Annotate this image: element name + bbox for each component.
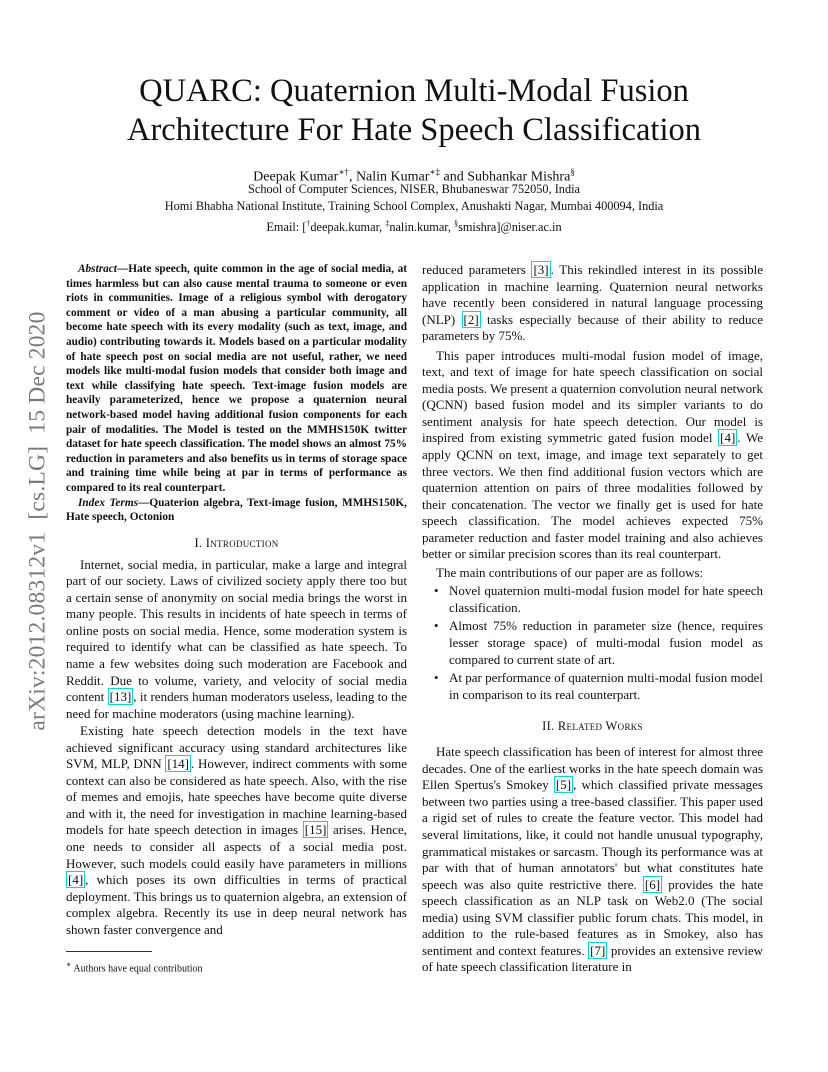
- arxiv-stamp: [20, 284, 56, 759]
- paragraph-text: Internet, social media, in particular, make a large and integral part of our society. Laws of civilized society apply there too but a certain sense of anonymity on social media brings the worst in many people. This results in incidents of hate speech in terms of online posts on social media. Hence, some moderation system is required to identify what can be classified as hate speech. To name a few websites doing such moderation are Facebook and Reddit. Due to volume, variety, and velocity of social media content: [66, 556, 407, 705]
- paragraph-text: Hate speech classification has been of interest for almost three decades. One of the earliest works in the hate speech domain was Ellen Spertus's Smokey: [422, 744, 763, 793]
- related-paragraph-1: [422, 744, 763, 976]
- paragraph-text: , it renders human moderators useless, leading to the need for machine moderators (using machine learning).: [66, 689, 408, 721]
- email-prefix: Email: [: [266, 220, 307, 235]
- citation-link[interactable]: [13]: [109, 689, 132, 705]
- paragraph-text: reduced parameters: [422, 262, 532, 277]
- list-item: [422, 670, 763, 703]
- intro-paragraph-3: [422, 348, 763, 563]
- section-heading-related-works: [422, 719, 763, 734]
- citation-link[interactable]: [2]: [463, 311, 479, 327]
- citation-link[interactable]: [7]: [590, 942, 606, 958]
- paragraph-text: Existing hate speech detection models in the text have achieved significant accuracy using standard architectures like SVM, MLP, DNN: [66, 723, 407, 772]
- author-3: Subhankar Mishra: [467, 169, 571, 185]
- citation-link[interactable]: [5]: [555, 777, 572, 793]
- section-heading-introduction: [66, 536, 407, 551]
- intro-paragraph-continued: [422, 262, 763, 345]
- citation-link[interactable]: [6]: [644, 876, 661, 892]
- citation-link[interactable]: [4]: [68, 872, 84, 888]
- author-2: Nalin Kumar: [355, 169, 430, 185]
- paragraph-text: tasks especially because of their ability to reduce parameters by 75%.: [422, 311, 764, 344]
- index-terms-text: —Quaterion algebra, Text-image fusion, MMHS150K, Hate speech, Octonion: [66, 496, 407, 524]
- arxiv-identifier: arXiv:2012.08312v1 [cs.LG] 15 Dec 2020: [24, 311, 51, 731]
- email-3: smishra]@niser.ac.in: [458, 220, 562, 235]
- list-item: [422, 583, 763, 616]
- title-line-2: Architecture For Hate Speech Classification: [127, 112, 701, 148]
- intro-paragraph-2: [66, 723, 407, 938]
- footnote-mark: ∗: [66, 960, 72, 969]
- email-mark-1: †: [306, 219, 311, 228]
- list-item-text: Novel quaternion multi-modal fusion model for hate speech classification.: [449, 583, 763, 615]
- email-mark-3: §: [454, 219, 459, 228]
- title-line-1: QUARC: Quaternion Multi-Modal Fusion: [139, 73, 689, 109]
- index-terms-label: Index Terms: [78, 496, 139, 509]
- right-column: [422, 262, 763, 977]
- citation-link[interactable]: [14]: [167, 756, 189, 772]
- section-title: Introduction: [205, 535, 279, 550]
- footnote: [66, 960, 203, 974]
- abstract-label: Abstract: [78, 263, 117, 275]
- list-item-text: Almost 75% reduction in parameter size (hence, requires lesser storage space) of multi-modal fusion model as compared to current state of art.: [449, 618, 763, 667]
- paper-title: [60, 72, 768, 150]
- section-title: Related Works: [557, 719, 643, 734]
- abstract-text: —Hate speech, quite common in the age of social media, at times harmless but can also cause mental trauma to someone or even riots in communities. Image of a religious symbol with derogatory comment or video of a man abusing a particular community, all become hate speech with its every modality (such as text, image, and audio) contributing towards it. Models based on a particular modality of hate speech post on social media are not useful, rather, we need models like multi-modal fusion models that consider both image and text while classifying hate speech. Text-image fusion models are heavily parameterized, hence we propose a quaternion neural network-based model having additional fusion components for each pair of modalities. The Model is tested on the MMHS150K twitter dataset for hate speech classification. The model shows an almost 75% reduction in parameters and also benefits us in terms of storage space and training time while being at par in terms of performance as compared to its real counterpart.: [66, 263, 407, 494]
- paragraph-text: , which classified private messages between two parties using a tree-based classifier. This paper used a rigid set of rules to create the feature vector. This model had several limitations, like, it could not handle unusual typography, grammatical mistakes or sarcasm. Though its performance was at par with that of human annotators' but what constitutes hate speech was also quite restrictive there.: [422, 777, 763, 892]
- bullet-icon: •: [434, 583, 439, 599]
- intro-paragraph-1: [66, 557, 407, 722]
- author-1-marks: ∗†: [338, 167, 349, 177]
- paragraph-text: . However, indirect comments with some context can also be considered as hate speech. Also, with the rise of memes and emojis, hate speeches have become quite diverse and with it, the need for investigation in machine learning-based models for hate speech detection in images: [66, 756, 407, 838]
- paragraph-text: . This rekindled interest in its possible application in machine learning. Quaternion neural networks have recently been considered in natural language processing (NLP): [422, 262, 763, 327]
- footnote-text: Authors have equal contribution: [71, 963, 203, 975]
- citation-link[interactable]: [3]: [533, 262, 549, 277]
- section-number: II.: [542, 719, 558, 734]
- affiliation-2: Homi Bhabha National Institute, Training School Complex, Anushakti Nagar, Mumbai 400094, India: [164, 199, 664, 213]
- left-column: [66, 262, 407, 939]
- index-terms: [66, 496, 407, 525]
- paragraph-text: arises. Hence, one needs to consider all aspects of a social media post. However, such models could easily have parameters in millions: [66, 822, 407, 871]
- paragraph-text: . We apply QCNN on text, image, and image text separately to get three vectors. We then find additional fusion vectors which are quaternion attention on pairs of three modalities followed by their concatenation. The vector we finally get is used for hate speech classification. The model achieves expected 75% parameter reduction and faster model training and also achieves better or similar precision scores than its real counterpart.: [422, 430, 763, 562]
- section-number: I.: [194, 535, 206, 550]
- email-2: nalin.kumar,: [389, 220, 455, 235]
- paragraph-text: This paper introduces multi-modal fusion model of image, text, and text of image for hate speech classification on social media posts. We present a quaternion convolution neural network (QCNN) based fusion model and its simpler variants to do sentiment analysis for hate speech detection. Our model is inspired from existing symmetric gated fusion model: [422, 347, 763, 446]
- author-separator: and: [440, 169, 468, 185]
- paragraph-text: provides an extensive review of hate speech classification literature in: [422, 942, 763, 975]
- email-mark-2: ‡: [385, 219, 390, 228]
- list-item-text: At par performance of quaternion multi-modal fusion model in comparison to its real counterpart.: [449, 670, 763, 702]
- citation-link[interactable]: [4]: [720, 430, 736, 446]
- bullet-icon: •: [434, 618, 439, 634]
- author-separator: ,: [348, 169, 356, 185]
- affiliation-1: School of Computer Sciences, NISER, Bhubaneswar 752050, India: [248, 182, 580, 196]
- paragraph-text: provides the hate speech classification as an NLP task on Web2.0 (The social media) using SVM classifier public forum chats. This model, in addition to the rule-based features as in Smokey, also has sentiment and context features.: [422, 876, 763, 958]
- author-1: Deepak Kumar: [253, 169, 339, 185]
- citation-link[interactable]: [15]: [304, 822, 327, 838]
- author-2-marks: ∗‡: [429, 167, 441, 177]
- list-item: [422, 618, 763, 668]
- paragraph-text: , which poses its own difficulties in terms of practical deployment. This brings us to quaternion algebra, an extension of complex algebra. Recently its use in deep neural network has shown faster convergence and: [66, 872, 407, 937]
- author-3-marks: §: [570, 167, 575, 177]
- footnote-rule: [66, 951, 152, 952]
- contributions-intro: The main contributions of our paper are as follows:: [436, 564, 704, 580]
- contributions-list: [422, 583, 763, 703]
- author-email: [60, 216, 768, 235]
- bullet-icon: •: [434, 670, 439, 686]
- email-1: deepak.kumar,: [310, 220, 386, 235]
- abstract: [66, 262, 407, 496]
